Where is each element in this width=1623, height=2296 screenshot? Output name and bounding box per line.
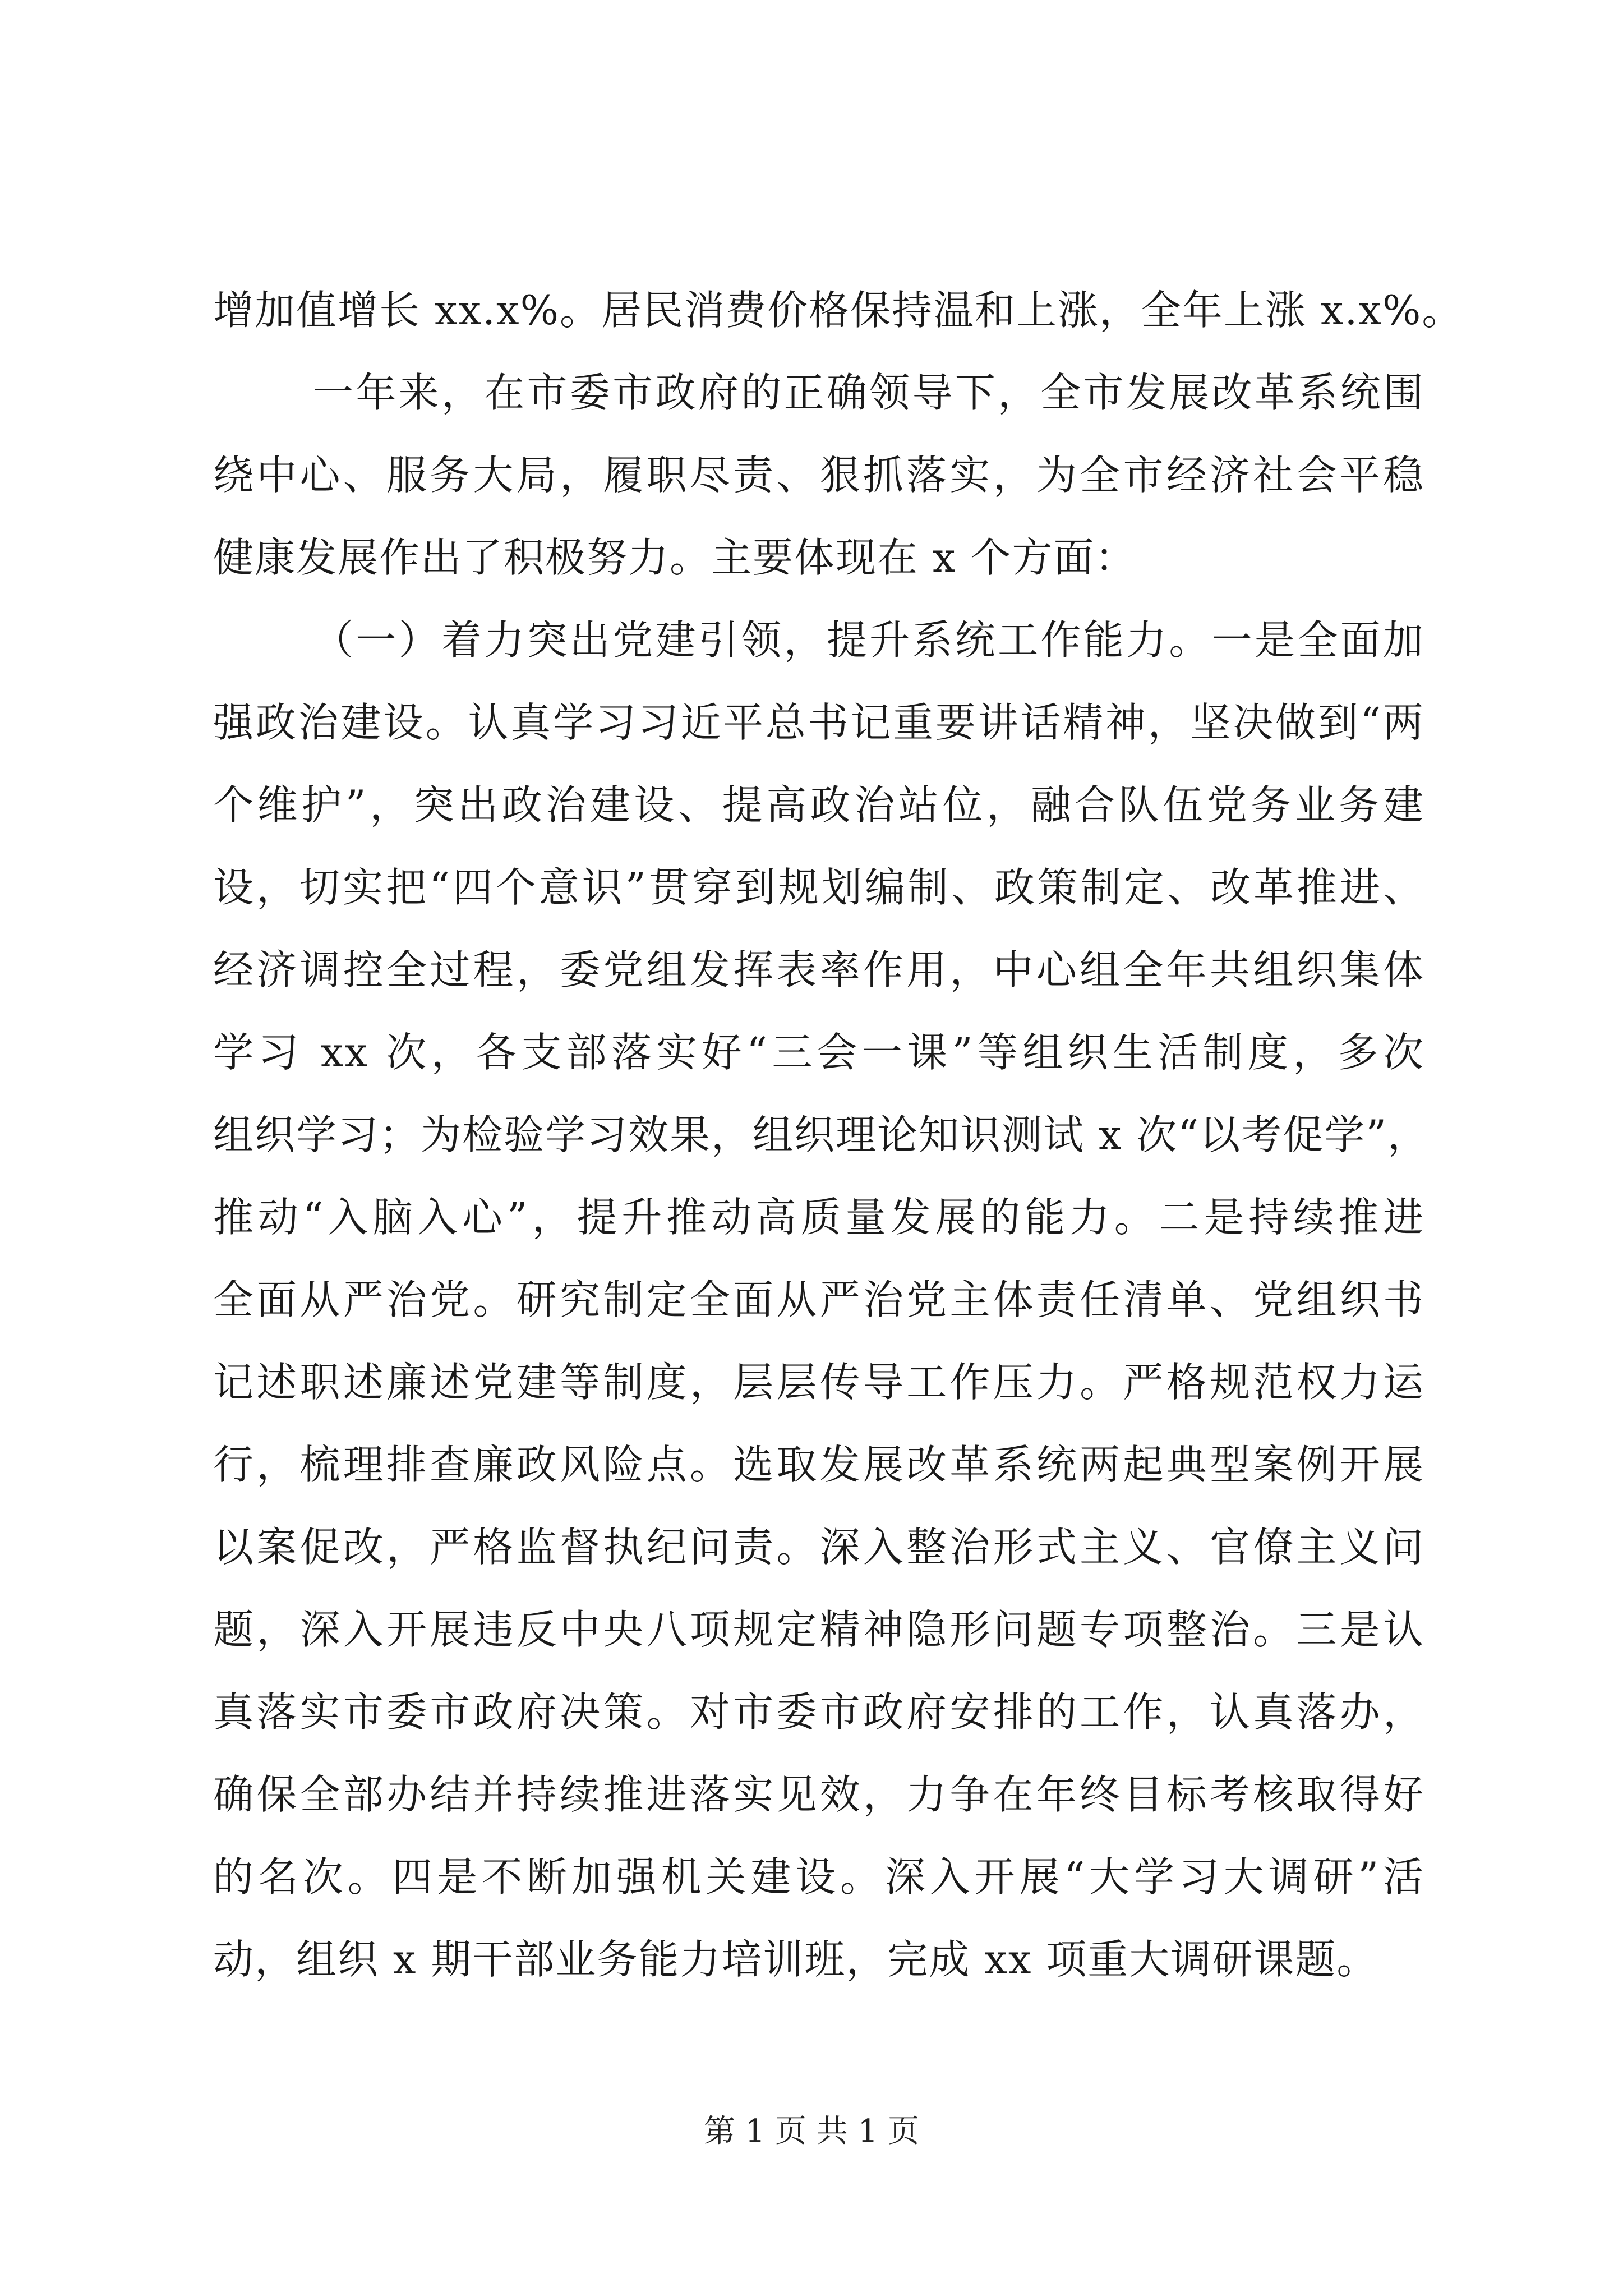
text-line: 经济调控全过程，委党组发挥表率作用，中心组全年共组织集体 bbox=[213, 946, 1424, 993]
text-line: 以案促改，严格监督执纪问责。深入整治形式主义、官僚主义问 bbox=[213, 1524, 1424, 1571]
text-line: 全面从严治党。研究制定全面从严治党主体责任清单、党组织书 bbox=[213, 1276, 1424, 1323]
text-line: 动，组织 x 期干部业务能力培训班，完成 xx 项重大调研课题。 bbox=[213, 1936, 1378, 1983]
text-line: 推动“入脑入心”，提升推动高质量发展的能力。二是持续推进 bbox=[213, 1194, 1424, 1241]
text-line: （一）着力突出党建引领，提升系统工作能力。一是全面加 bbox=[313, 616, 1424, 664]
text-line: 行，梳理排查廉政风险点。选取发展改革系统两起典型案例开展 bbox=[213, 1441, 1424, 1488]
text-line: 一年来，在市委市政府的正确领导下，全市发展改革系统围 bbox=[313, 369, 1424, 416]
text-line: 增加值增长 xx.x%。居民消费价格保持温和上涨，全年上涨 x.x%。 bbox=[213, 287, 1464, 334]
text-line: 绕中心、服务大局，履职尽责、狠抓落实，为全市经济社会平稳 bbox=[213, 452, 1424, 499]
text-line: 强政治建设。认真学习习近平总书记重要讲话精神，坚决做到“两 bbox=[213, 699, 1424, 746]
text-line: 健康发展作出了积极努力。主要体现在 x 个方面： bbox=[213, 534, 1137, 581]
text-line: 设，切实把“四个意识”贯穿到规划编制、政策制定、改革推进、 bbox=[213, 864, 1424, 911]
text-line: 确保全部办结并持续推进落实见效，力争在年终目标考核取得好 bbox=[213, 1771, 1424, 1818]
text-line: 个维护”，突出政治建设、提高政治站位，融合队伍党务业务建 bbox=[213, 781, 1424, 829]
text-line: 真落实市委市政府决策。对市委市政府安排的工作，认真落办， bbox=[213, 1688, 1424, 1736]
text-line: 题，深入开展违反中央八项规定精神隐形问题专项整治。三是认 bbox=[213, 1606, 1424, 1653]
text-line: 组织学习；为检验学习效果，组织理论知识测试 x 次“以考促学”， bbox=[213, 1111, 1429, 1158]
text-line: 的名次。四是不断加强机关建设。深入开展“大学习大调研”活 bbox=[213, 1853, 1424, 1901]
text-line: 记述职述廉述党建等制度，层层传导工作压力。严格规范权力运 bbox=[213, 1359, 1424, 1406]
page-footer: 第 1 页 共 1 页 bbox=[703, 2113, 920, 2150]
document-body bbox=[213, 269, 1464, 2001]
text-line: 学习 xx 次，各支部落实好“三会一课”等组织生活制度，多次 bbox=[213, 1029, 1424, 1076]
